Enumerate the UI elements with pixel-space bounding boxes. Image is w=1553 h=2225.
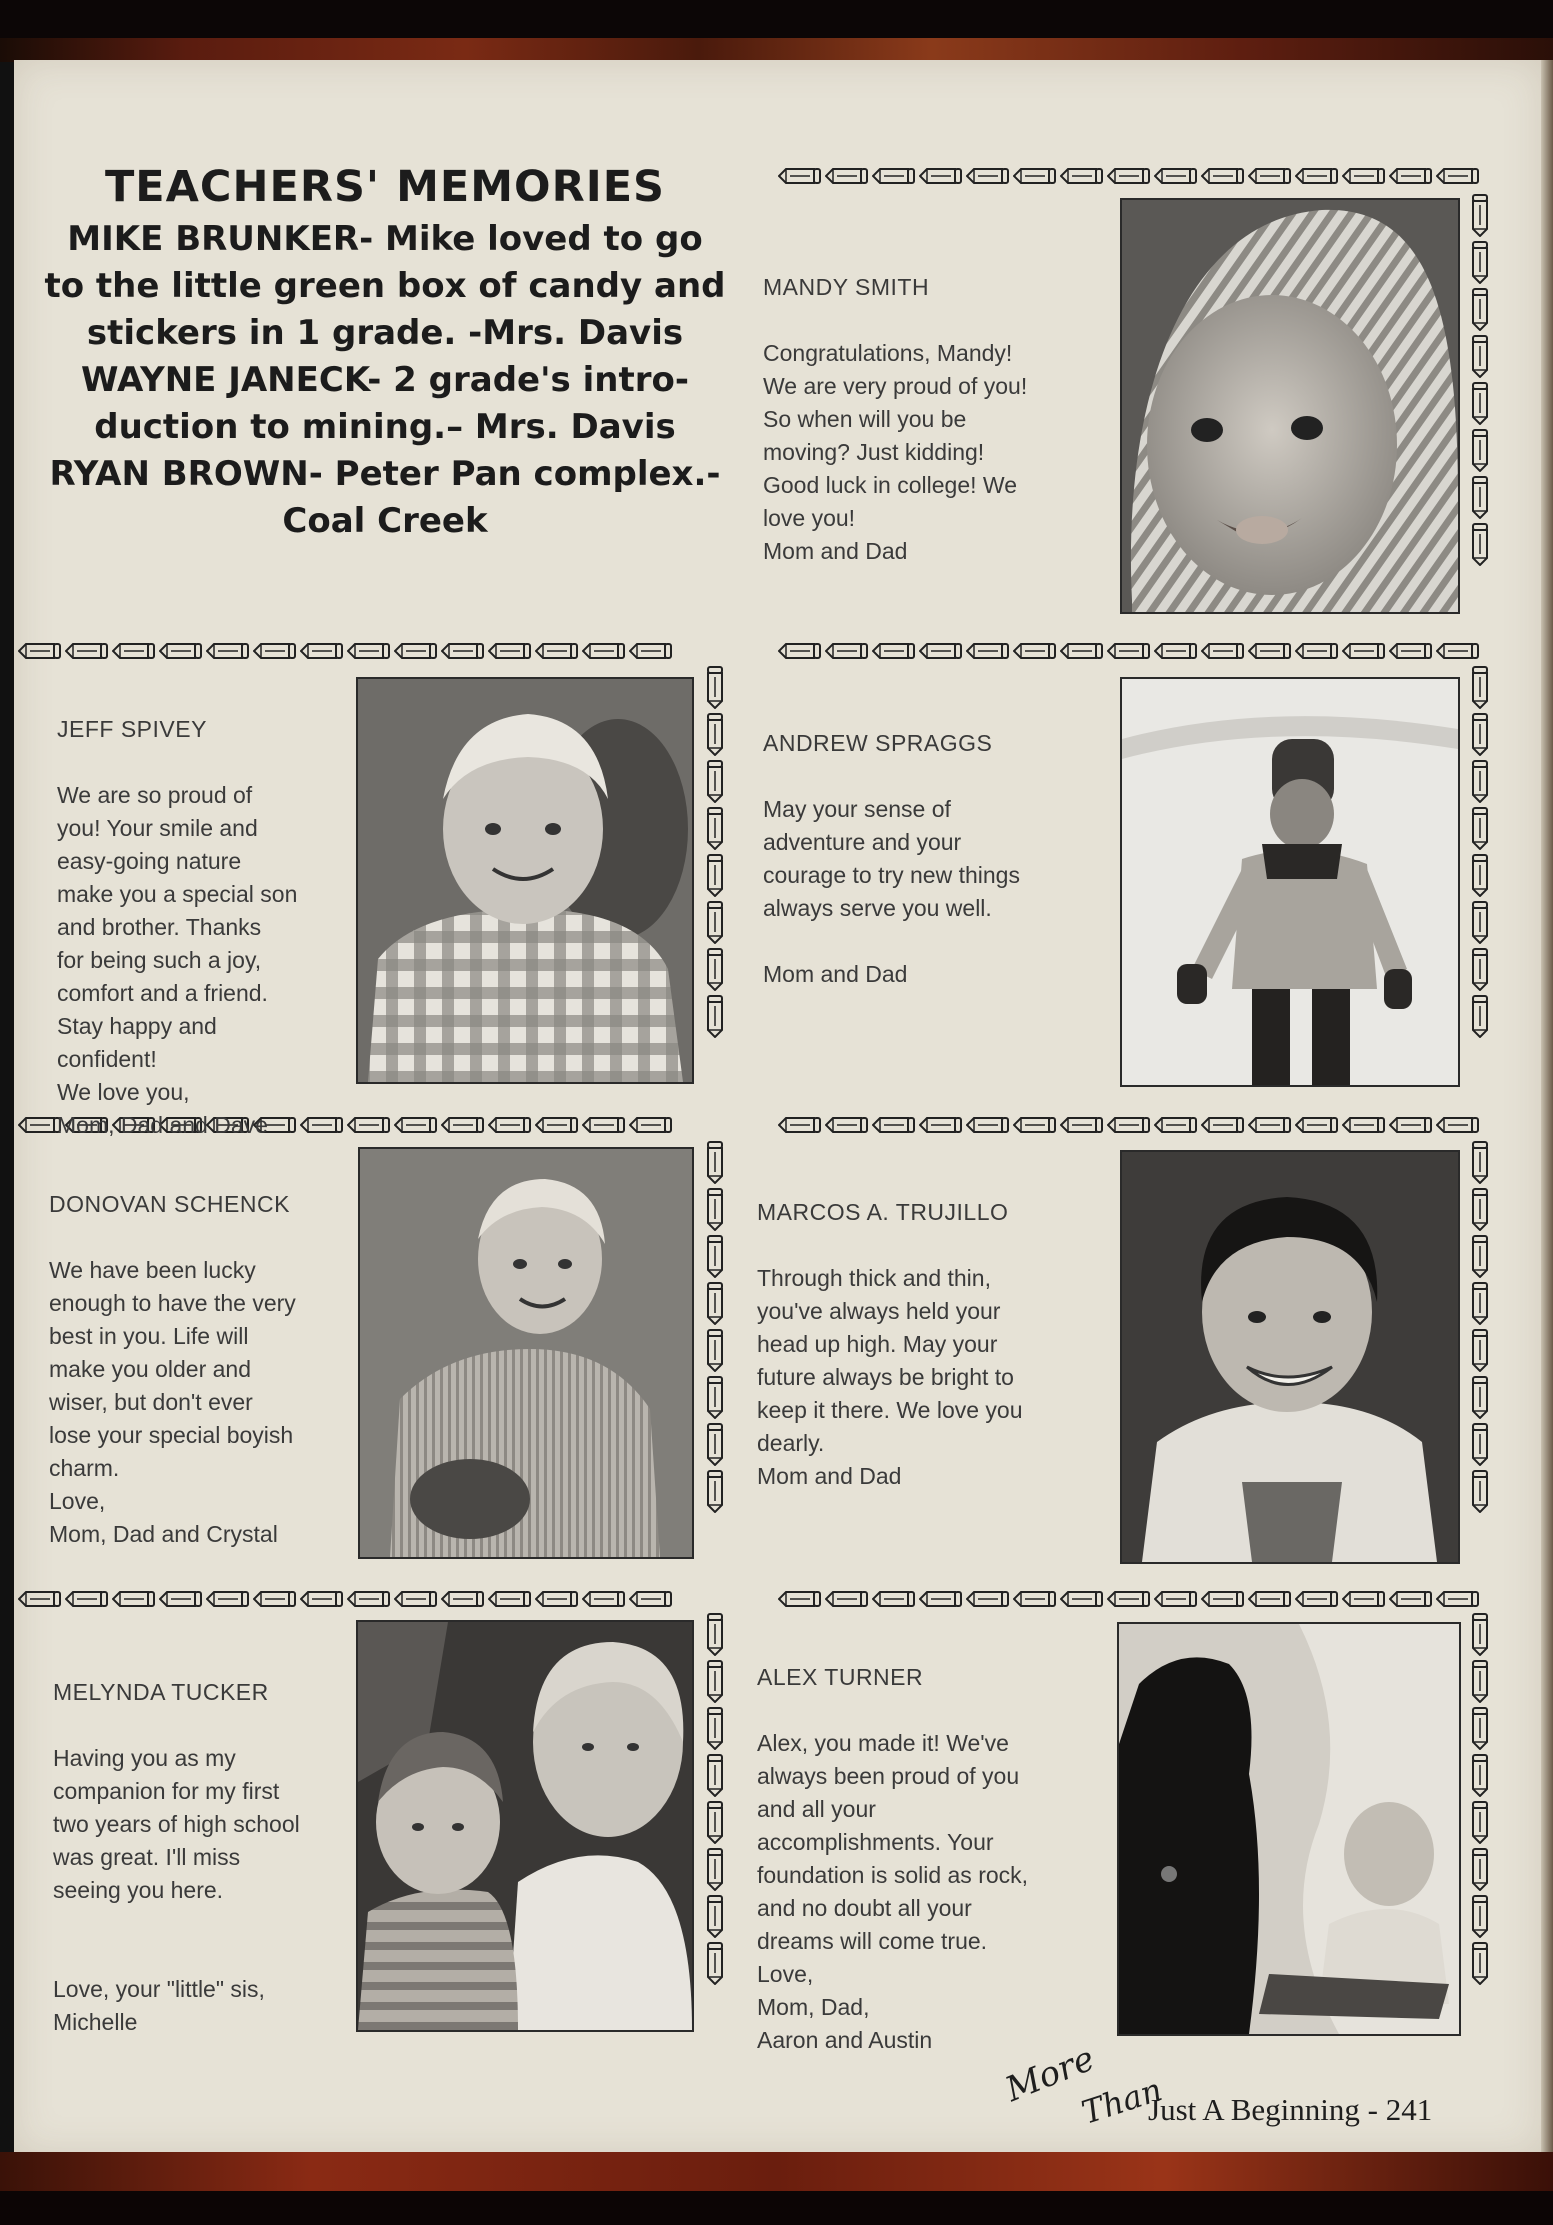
pencil-icon	[919, 1587, 963, 1611]
pencil-icon	[1248, 164, 1292, 188]
pencil-icon	[1468, 665, 1492, 709]
pencil-icon	[1201, 639, 1245, 663]
pencil-icon	[872, 1113, 916, 1137]
pencil-icon	[488, 639, 532, 663]
pencil-icon	[1468, 994, 1492, 1038]
pencil-icon	[65, 1587, 109, 1611]
page-right-edge	[1541, 60, 1553, 2155]
message-donovan-schenck	[49, 1155, 359, 1551]
pencil-border-vertical-l3	[701, 1140, 729, 1560]
pencil-icon	[629, 1113, 673, 1137]
pencil-icon	[966, 1113, 1010, 1137]
pencil-border-vertical-r4	[1466, 1612, 1494, 2032]
page-footer	[1000, 2038, 1465, 2140]
student-name: ALEX TURNER	[757, 1664, 924, 1690]
pencil-icon	[1468, 334, 1492, 378]
student-name: MANDY SMITH	[763, 274, 930, 300]
pencil-icon	[1468, 1328, 1492, 1372]
toddler-plaid-shirt-photo	[358, 679, 692, 1082]
pencil-icon	[1342, 164, 1386, 188]
pencil-icon	[394, 639, 438, 663]
pencil-icon	[703, 947, 727, 991]
pencil-border-vertical-r1	[1466, 193, 1494, 613]
footer-page-title: Just A Beginning - 241	[1148, 2092, 1433, 2127]
pencil-icon	[1468, 1469, 1492, 1513]
pencil-icon	[112, 639, 156, 663]
pencil-icon	[1436, 639, 1480, 663]
pencil-border-row2-left	[18, 637, 718, 665]
pencil-icon	[347, 1587, 391, 1611]
memory-line: MIKE BRUNKER- Mike loved to go	[67, 219, 703, 259]
pencil-icon	[825, 1587, 869, 1611]
message-marcos-trujillo	[757, 1163, 1107, 1493]
memory-line: to the little green box of candy and	[44, 266, 726, 306]
pencil-icon	[253, 1587, 297, 1611]
pencil-icon	[703, 1187, 727, 1231]
pencil-icon	[1201, 1113, 1245, 1137]
pencil-icon	[703, 759, 727, 803]
memory-line: WAYNE JANECK- 2 grade's intro-	[81, 360, 689, 400]
pencil-icon	[441, 1587, 485, 1611]
pencil-icon	[112, 1587, 156, 1611]
pencil-icon	[535, 1113, 579, 1137]
photo-donovan-schenck	[358, 1147, 694, 1559]
pencil-icon	[441, 639, 485, 663]
pencil-icon	[1468, 1375, 1492, 1419]
pencil-icon	[582, 1587, 626, 1611]
student-name: DONOVAN SCHENCK	[49, 1191, 290, 1217]
pencil-icon	[966, 164, 1010, 188]
pencil-icon	[703, 900, 727, 944]
pencil-icon	[1468, 853, 1492, 897]
pencil-icon	[1154, 1113, 1198, 1137]
pencil-icon	[1342, 639, 1386, 663]
pencil-icon	[1107, 639, 1151, 663]
baby-in-bonnet-photo	[1122, 200, 1458, 612]
pencil-icon	[703, 1612, 727, 1656]
pencil-icon	[872, 639, 916, 663]
pencil-icon	[778, 639, 822, 663]
student-name: MARCOS A. TRUJILLO	[757, 1199, 1009, 1225]
pencil-icon	[253, 639, 297, 663]
pencil-icon	[1468, 1659, 1492, 1703]
pencil-icon	[394, 1113, 438, 1137]
pencil-icon	[703, 1847, 727, 1891]
pencil-icon	[1201, 1587, 1245, 1611]
pencil-icon	[872, 164, 916, 188]
pencil-icon	[1295, 1587, 1339, 1611]
pencil-icon	[1468, 806, 1492, 850]
pencil-icon	[703, 1659, 727, 1703]
pencil-icon	[1154, 639, 1198, 663]
photo-marcos-trujillo	[1120, 1150, 1460, 1564]
pencil-icon	[778, 164, 822, 188]
pencil-icon	[1013, 1113, 1057, 1137]
pencil-icon	[1468, 1187, 1492, 1231]
pencil-icon	[1468, 1422, 1492, 1466]
pencil-icon	[1060, 1587, 1104, 1611]
pencil-icon	[1295, 639, 1339, 663]
pencil-icon	[703, 853, 727, 897]
photo-andrew-spraggs	[1120, 677, 1460, 1087]
pencil-icon	[1468, 287, 1492, 331]
pencil-icon	[1468, 1894, 1492, 1938]
pencil-icon	[1468, 1281, 1492, 1325]
pencil-icon	[347, 639, 391, 663]
pencil-icon	[1342, 1113, 1386, 1137]
pencil-icon	[703, 994, 727, 1038]
pencil-icon	[1295, 164, 1339, 188]
child-in-snow-photo	[1122, 679, 1458, 1085]
pencil-icon	[919, 639, 963, 663]
photo-jeff-spivey	[356, 677, 694, 1084]
pencil-icon	[1468, 1234, 1492, 1278]
pencil-border-row2-right	[778, 637, 1483, 665]
pencil-icon	[1468, 428, 1492, 472]
photo-mandy-smith	[1120, 198, 1460, 614]
pencil-icon	[1468, 381, 1492, 425]
baby-with-black-dog-photo	[1119, 1624, 1459, 2034]
pencil-icon	[1060, 1113, 1104, 1137]
pencil-icon	[1468, 712, 1492, 756]
pencil-icon	[159, 1587, 203, 1611]
pencil-icon	[1060, 164, 1104, 188]
pencil-icon	[629, 1587, 673, 1611]
pencil-icon	[872, 1587, 916, 1611]
pencil-icon	[1468, 759, 1492, 803]
photo-alex-turner	[1117, 1622, 1461, 2036]
pencil-icon	[1468, 240, 1492, 284]
pencil-border-vertical-l2	[701, 665, 729, 1085]
pencil-icon	[300, 1587, 344, 1611]
page-bottom-edge	[0, 2152, 1553, 2225]
pencil-icon	[1107, 1587, 1151, 1611]
pencil-icon	[966, 1587, 1010, 1611]
pencil-icon	[1436, 164, 1480, 188]
pencil-icon	[1295, 1113, 1339, 1137]
pencil-icon	[703, 1281, 727, 1325]
pencil-icon	[1468, 1706, 1492, 1750]
pencil-icon	[778, 1113, 822, 1137]
message-text: Having you as my companion for my first two years of high school was great. I'll miss seeing you here. Love, your "little" sis, Michelle	[53, 1745, 300, 2035]
pencil-icon	[919, 1113, 963, 1137]
pencil-icon	[535, 1587, 579, 1611]
pencil-icon	[206, 639, 250, 663]
pencil-icon	[1013, 164, 1057, 188]
pencil-icon	[1201, 164, 1245, 188]
message-mandy-smith	[763, 238, 1113, 568]
message-andrew-spraggs	[763, 694, 1103, 991]
pencil-border-row4-left	[18, 1585, 718, 1613]
message-text: Through thick and thin, you've always held your head up high. May your future always be bright to keep it there. We love you dearly. Mom and Dad	[757, 1265, 1023, 1489]
pencil-icon	[1107, 164, 1151, 188]
pencil-icon	[1468, 1847, 1492, 1891]
pencil-icon	[488, 1587, 532, 1611]
pencil-icon	[703, 1753, 727, 1797]
pencil-icon	[703, 1706, 727, 1750]
pencil-icon	[18, 1587, 62, 1611]
pencil-icon	[825, 639, 869, 663]
pencil-icon	[1468, 1612, 1492, 1656]
pencil-icon	[1468, 947, 1492, 991]
toddler-striped-overalls-photo	[360, 1149, 692, 1557]
pencil-icon	[1468, 1800, 1492, 1844]
pencil-icon	[1154, 164, 1198, 188]
footer-more: More	[1000, 2038, 1100, 2110]
pencil-icon	[703, 712, 727, 756]
student-name: ANDREW SPRAGGS	[763, 730, 993, 756]
pencil-icon	[1248, 639, 1292, 663]
pencil-icon	[1248, 1113, 1292, 1137]
message-melynda-tucker	[53, 1643, 363, 2039]
message-jeff-spivey	[57, 680, 357, 1142]
message-alex-turner	[757, 1628, 1107, 2057]
pencil-icon	[394, 1587, 438, 1611]
pencil-icon	[825, 1113, 869, 1137]
pencil-icon	[1436, 1113, 1480, 1137]
smiling-boy-photo	[1122, 1152, 1458, 1562]
pencil-border-top-right	[778, 162, 1483, 190]
pencil-icon	[206, 1587, 250, 1611]
pencil-icon	[919, 164, 963, 188]
pencil-icon	[1468, 522, 1492, 566]
pencil-icon	[703, 1375, 727, 1419]
pencil-icon	[1468, 1941, 1492, 1985]
pencil-icon	[441, 1113, 485, 1137]
pencil-icon	[1013, 1587, 1057, 1611]
teachers-memories-title: TEACHERS' MEMORIES	[104, 162, 666, 212]
pencil-icon	[1468, 475, 1492, 519]
pencil-icon	[1436, 1587, 1480, 1611]
footer-than: Than	[1077, 2070, 1167, 2132]
pencil-icon	[1468, 900, 1492, 944]
pencil-icon	[703, 665, 727, 709]
message-text: We are so proud of you! Your smile and easy-going nature make you a special son and brother. Thanks for being such a joy, comfort and a friend. Stay happy and confident! We love you, Mom, Dad and Dave	[57, 782, 298, 1138]
pencil-icon	[703, 1469, 727, 1513]
pencil-icon	[703, 1234, 727, 1278]
pencil-icon	[1154, 1587, 1198, 1611]
pencil-icon	[1107, 1113, 1151, 1137]
pencil-icon	[488, 1113, 532, 1137]
pencil-icon	[18, 1113, 62, 1137]
pencil-icon	[1389, 164, 1433, 188]
pencil-icon	[966, 639, 1010, 663]
two-sisters-photo	[358, 1622, 692, 2030]
pencil-icon	[18, 639, 62, 663]
student-name: MELYNDA TUCKER	[53, 1679, 269, 1705]
pencil-border-vertical-r3	[1466, 1140, 1494, 1560]
pencil-icon	[1389, 1587, 1433, 1611]
message-text: Congratulations, Mandy! We are very proud of you! So when will you be moving? Just kidding! Good luck in college! We love you! Mom and Dad	[763, 340, 1028, 564]
pencil-icon	[1060, 639, 1104, 663]
pencil-icon	[825, 164, 869, 188]
pencil-border-vertical-r2	[1466, 665, 1494, 1085]
message-text: We have been lucky enough to have the very best in you. Life will make you older and wiser, but don't ever lose your special boyish charm. Love, Mom, Dad and Crystal	[49, 1257, 296, 1547]
photo-melynda-tucker	[356, 1620, 694, 2032]
memory-line: RYAN BROWN- Peter Pan complex.-	[49, 454, 721, 494]
pencil-icon	[703, 806, 727, 850]
pencil-icon	[1468, 1140, 1492, 1184]
pencil-icon	[703, 1941, 727, 1985]
message-text: May your sense of adventure and your courage to try new things always serve you well. Mom and Dad	[763, 796, 1020, 987]
pencil-icon	[703, 1422, 727, 1466]
pencil-icon	[1248, 1587, 1292, 1611]
pencil-border-vertical-l4	[701, 1612, 729, 2032]
pencil-icon	[1013, 639, 1057, 663]
pencil-icon	[1468, 193, 1492, 237]
pencil-icon	[535, 639, 579, 663]
pencil-icon	[1468, 1753, 1492, 1797]
pencil-border-row3-right	[778, 1111, 1483, 1139]
pencil-icon	[582, 639, 626, 663]
page-top-edge	[0, 0, 1553, 62]
memory-line: stickers in 1 grade. -Mrs. Davis	[86, 313, 684, 353]
pencil-icon	[1389, 1113, 1433, 1137]
teachers-memories-block	[40, 162, 730, 545]
pencil-icon	[703, 1894, 727, 1938]
pencil-icon	[778, 1587, 822, 1611]
pencil-icon	[703, 1328, 727, 1372]
pencil-icon	[703, 1800, 727, 1844]
pencil-icon	[582, 1113, 626, 1137]
pencil-icon	[703, 1140, 727, 1184]
pencil-icon	[300, 639, 344, 663]
pencil-icon	[1342, 1587, 1386, 1611]
memory-line: duction to mining.– Mrs. Davis	[94, 407, 676, 447]
pencil-icon	[629, 639, 673, 663]
pencil-icon	[1389, 639, 1433, 663]
pencil-icon	[65, 639, 109, 663]
message-text: Alex, you made it! We've always been proud of you and all your accomplishments. Your foundation is solid as rock, and no doubt all your dreams will come true. Love, Mom, Dad, Aaron and Austin	[757, 1730, 1029, 2053]
pencil-icon	[159, 639, 203, 663]
pencil-border-row4-right	[778, 1585, 1483, 1613]
student-name: JEFF SPIVEY	[57, 716, 207, 742]
memory-line: Coal Creek	[282, 501, 488, 541]
